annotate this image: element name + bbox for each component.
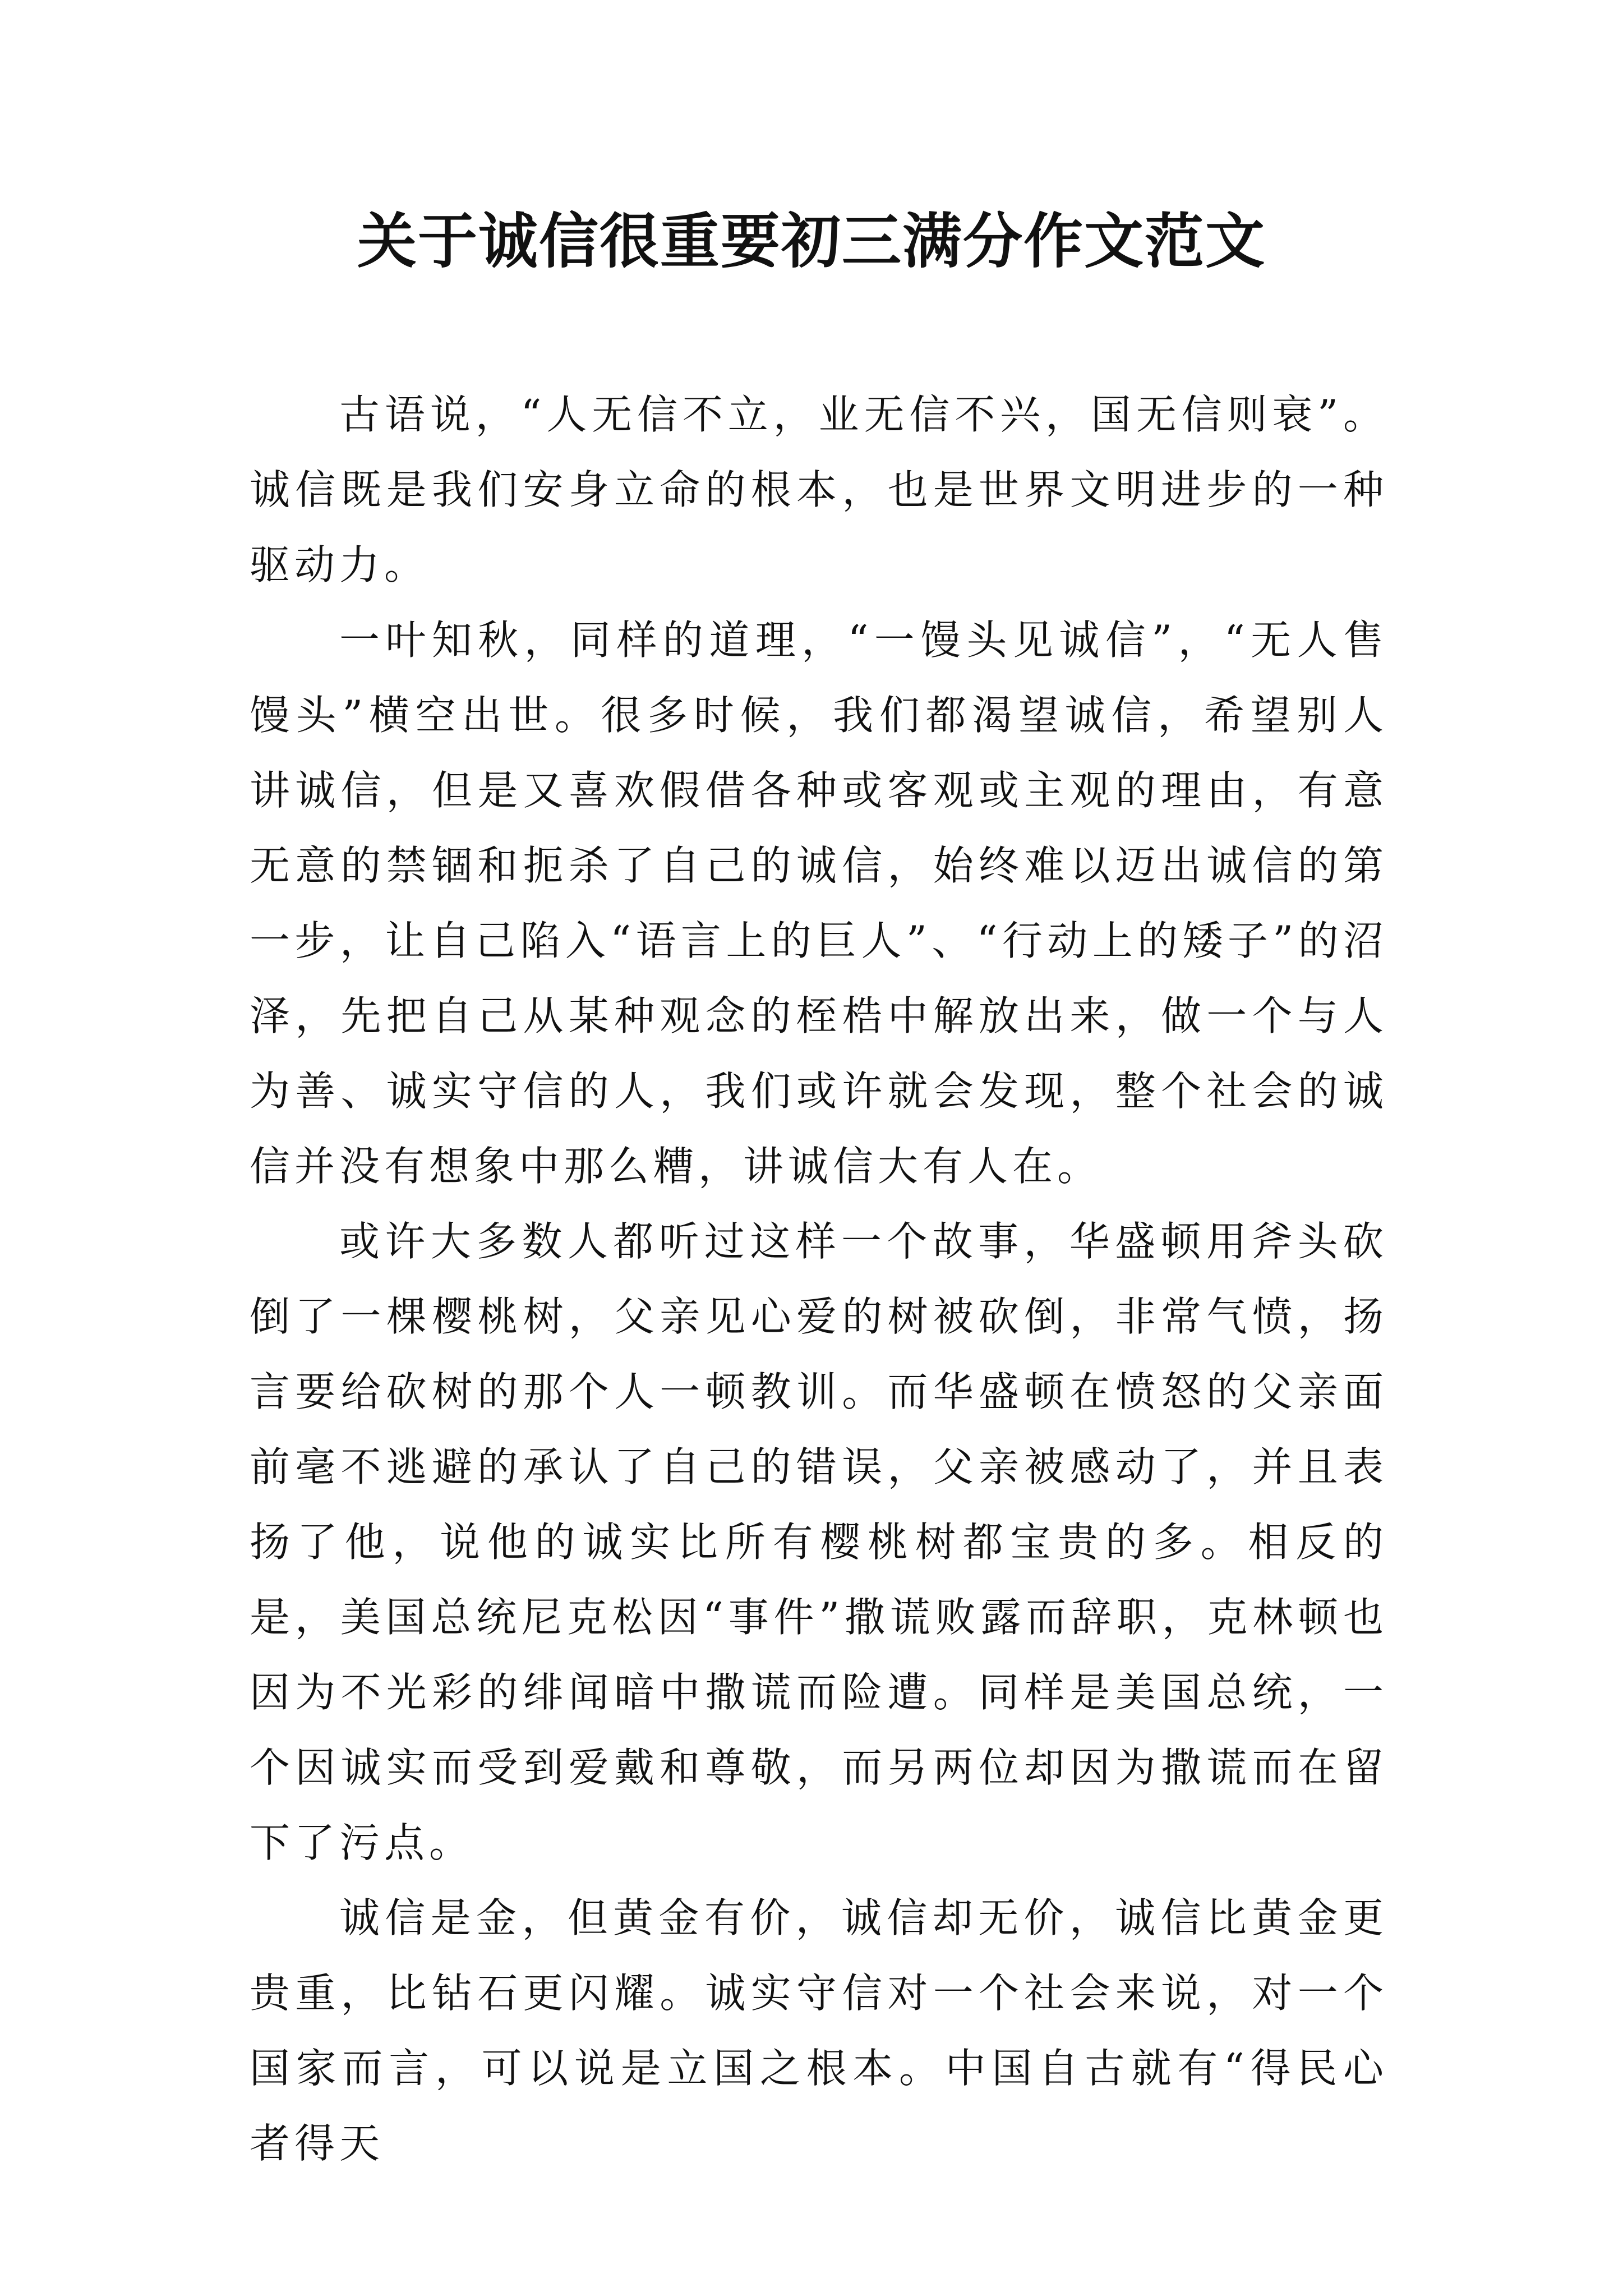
paragraph: 古语说，“人无信不立，业无信不兴，国无信则衰”。诚信既是我们安身立命的根本，也是世界文明进步的一种驱动力。 — [250, 391, 1388, 588]
paragraph: 一叶知秋，同样的道理，“一馒头见诚信”，“无人售馒头”横空出世。很多时候，我们都渴望诚信，希望别人讲诚信，但是又喜欢假借各种或客观或主观的理由，有意无意的禁锢和扼杀了自己的诚信，始终难以迈出诚信的第一步，让自己陷入“语言上的巨人”、“行动上的矮子”的沼泽，先把自己从某种观念的桎梏中解放出来，做一个与人为善、诚实守信的人，我们或许就会发现，整个社会的诚信并没有想象中那么糟，讲诚信大有人在。 — [250, 616, 1388, 1190]
document-title: 关于诚信很重要初三满分作文范文 — [357, 206, 1266, 276]
paragraph: 诚信是金，但黄金有价，诚信却无价，诚信比黄金更贵重，比钻石更闪耀。诚实守信对一个社会来说，对一个国家而言，可以说是立国之根本。中国自古就有“得民心者得天 — [250, 1894, 1388, 2167]
document-body — [250, 377, 1388, 2181]
paragraph: 或许大多数人都听过这样一个故事，华盛顿用斧头砍倒了一棵樱桃树，父亲见心爱的树被砍倒，非常气愤，扬言要给砍树的那个人一顿教训。而华盛顿在愤怒的父亲面前毫不逃避的承认了自己的错误，父亲被感动了，并且表扬了他，说他的诚实比所有樱桃树都宝贵的多。相反的是，美国总统尼克松因“事件”撒谎败露而辞职，克林顿也因为不光彩的绯闻暗中撒谎而险遭。同样是美国总统，一个因诚实而受到爱戴和尊敬，而另两位却因为撒谎而在留下了污点。 — [250, 1218, 1388, 1866]
